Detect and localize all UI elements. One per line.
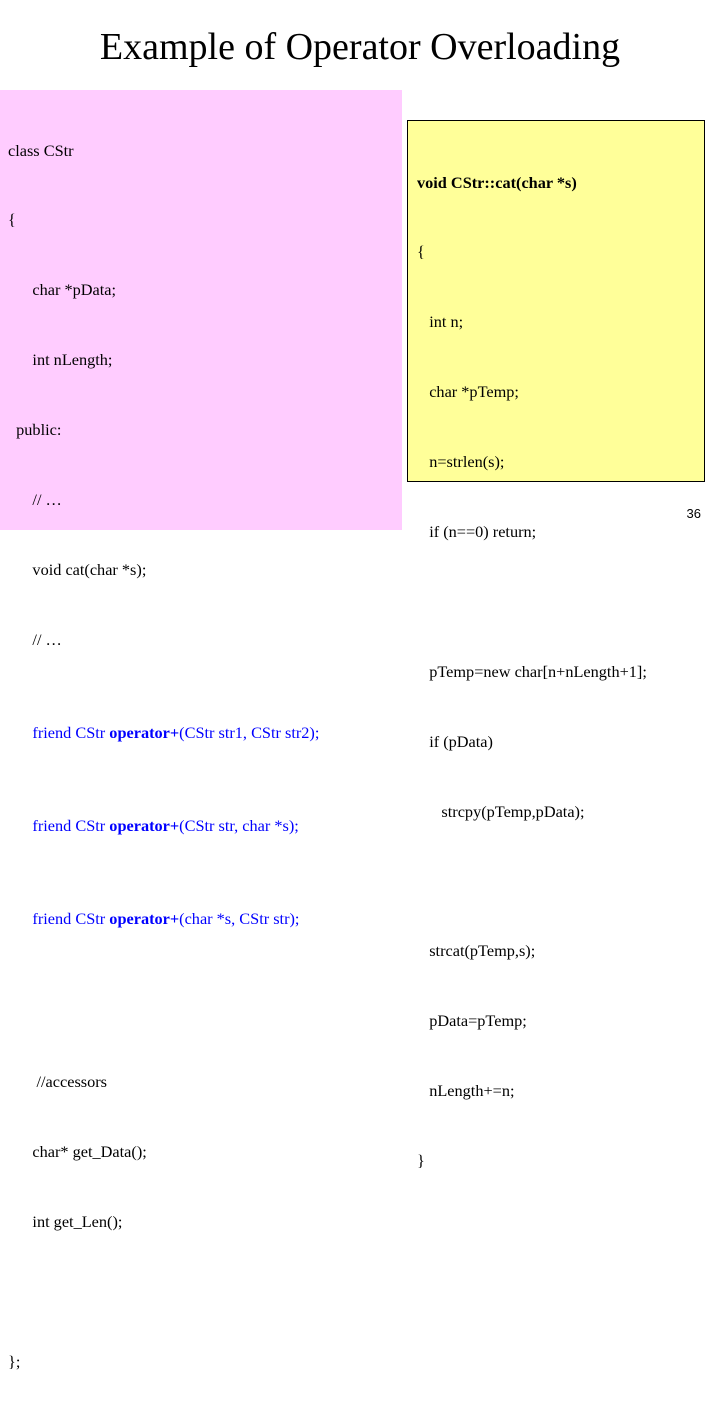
code-line: }; (8, 1352, 21, 1372)
operator-arguments: (CStr str1, CStr str2); (179, 723, 320, 743)
code-line: } (417, 1151, 425, 1171)
slide-title: Example of Operator Overloading (99, 26, 621, 68)
code-line: strcat(pTemp,s); (417, 941, 536, 961)
code-line: // … (8, 490, 62, 510)
code-line: int get_Len(); (8, 1212, 123, 1232)
method-signature: void CStr::cat(char *s) (417, 172, 577, 192)
code-line: nLength+=n; (417, 1081, 515, 1101)
code-line-empty (417, 870, 647, 893)
code-line: { (8, 210, 16, 230)
code-line-empty (417, 590, 647, 613)
operator-arguments: (char *s, CStr str); (179, 909, 300, 929)
code-line: char* get_Data(); (8, 1142, 147, 1162)
operator-keyword: operator+ (109, 723, 180, 743)
operator-keyword: operator+ (109, 816, 180, 836)
code-line: public: (8, 420, 62, 440)
code-line: void cat(char *s); (8, 559, 147, 579)
friend-prefix: friend CStr (8, 723, 110, 743)
friend-prefix: friend CStr (8, 909, 110, 929)
code-line: char *pTemp; (417, 382, 519, 402)
code-line: if (n==0) return; (417, 522, 537, 542)
code-line-empty (8, 1001, 319, 1024)
code-line: char *pData; (8, 280, 117, 300)
code-line-empty (8, 1280, 319, 1303)
friend-operator-line-1 (8, 721, 319, 744)
page-number: 36 (686, 506, 701, 521)
code-line: if (pData) (417, 731, 493, 751)
code-line: strcpy(pTemp,pData); (417, 801, 585, 821)
code-line: pData=pTemp; (417, 1011, 527, 1031)
friend-prefix: friend CStr (8, 816, 110, 836)
code-line: int n; (417, 312, 464, 332)
code-line: // … (8, 629, 62, 649)
operator-keyword: operator+ (109, 909, 180, 929)
code-line: int nLength; (8, 350, 113, 370)
code-line: //accessors (8, 1072, 108, 1092)
friend-operator-line-3 (8, 907, 319, 930)
code-line: class CStr (8, 140, 74, 160)
friend-operator-line-2 (8, 814, 319, 837)
operator-arguments: (CStr str, char *s); (179, 816, 299, 836)
cat-method-code (417, 124, 647, 1219)
code-line: { (417, 242, 425, 262)
code-line: pTemp=new char[n+nLength+1]; (417, 661, 647, 681)
code-line: n=strlen(s); (417, 452, 505, 472)
class-definition-code (8, 92, 319, 1420)
